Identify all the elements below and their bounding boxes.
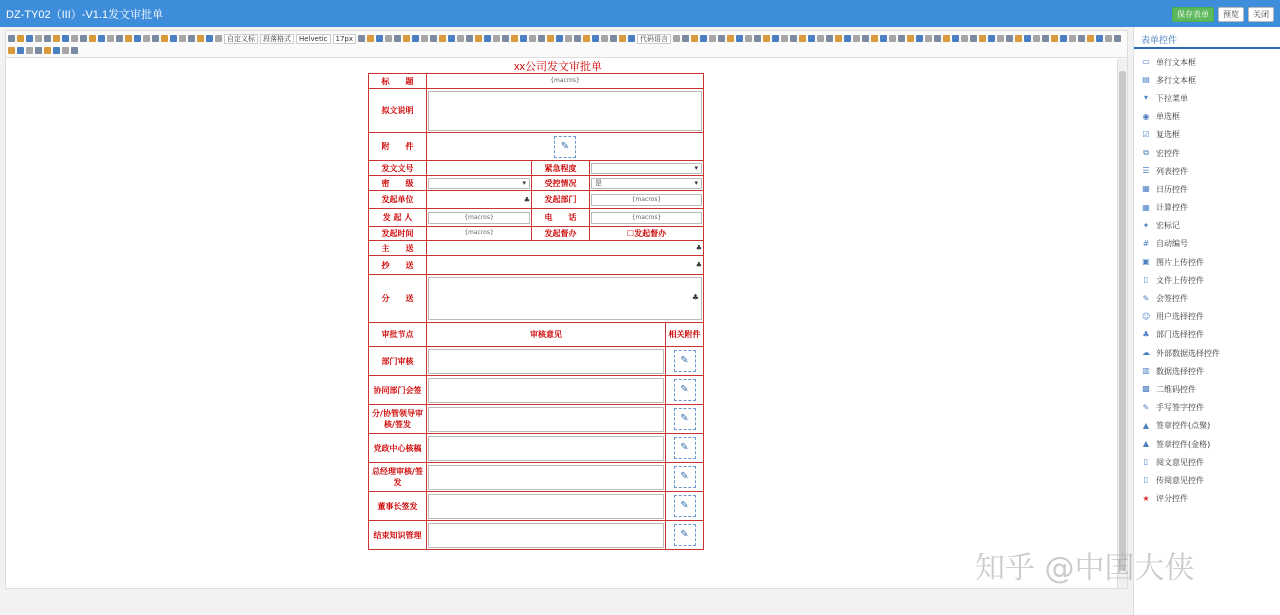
toolbar-tool-icon[interactable]: [376, 35, 383, 42]
panel-item-label: 阅文意见控件: [1156, 457, 1204, 467]
controls-panel: [1133, 27, 1280, 615]
stamp-icon: ▲: [1142, 420, 1150, 430]
toolbar-tool-icon[interactable]: [448, 35, 455, 42]
pen-icon: ✎: [1142, 293, 1150, 303]
approval-node-label: 董事长签发: [369, 492, 427, 521]
cloud-icon: ☁: [1142, 348, 1150, 358]
toolbar-tool-icon[interactable]: [772, 35, 779, 42]
approval-node-label: 结束知识管理: [369, 521, 427, 550]
toolbar-tool-icon[interactable]: [35, 35, 42, 42]
toolbar-tool-icon[interactable]: [916, 35, 923, 42]
toolbar-tool-icon[interactable]: [1060, 35, 1067, 42]
scrollbar-thumb[interactable]: [1119, 71, 1126, 571]
panel-item-label: 日历控件: [1156, 184, 1188, 194]
draft-textarea[interactable]: [428, 91, 702, 131]
toolbar-tool-icon[interactable]: [215, 35, 222, 42]
toolbar-select[interactable]: 代码语言: [637, 34, 671, 44]
toolbar-tool-icon[interactable]: [952, 35, 959, 42]
label-attach: 附 件: [369, 133, 427, 161]
toolbar-tool-icon[interactable]: [970, 35, 977, 42]
toolbar-tool-icon[interactable]: [853, 35, 860, 42]
toolbar-tool-icon[interactable]: [1087, 35, 1094, 42]
panel-item-label: 部门选择控件: [1156, 330, 1204, 340]
star-icon: ★: [1142, 493, 1150, 503]
panel-item[interactable]: [1142, 89, 1280, 107]
toolbar-tool-icon[interactable]: [754, 35, 761, 42]
toolbar-tool-icon[interactable]: [682, 35, 689, 42]
panel-item-label: 数据选择控件: [1156, 366, 1204, 376]
toolbar-tool-icon[interactable]: [871, 35, 878, 42]
doc-no-field[interactable]: [428, 163, 530, 174]
panel-item-label: 图片上传控件: [1156, 257, 1204, 267]
label-dist: 分 送: [369, 275, 427, 323]
toolbar-tool-icon[interactable]: [1024, 35, 1031, 42]
toolbar-tool-icon[interactable]: [26, 47, 33, 54]
toolbar-tool-icon[interactable]: [403, 35, 410, 42]
toolbar-tool-icon[interactable]: [610, 35, 617, 42]
toolbar-tool-icon[interactable]: [601, 35, 608, 42]
toolbar-tool-icon[interactable]: [1114, 35, 1121, 42]
panel-item[interactable]: [1142, 453, 1280, 471]
toolbar-tool-icon[interactable]: [835, 35, 842, 42]
toolbar-tool-icon[interactable]: [493, 35, 500, 42]
panel-item[interactable]: [1142, 253, 1280, 271]
file-icon: ▯: [1143, 275, 1149, 285]
close-button[interactable]: 关闭: [1248, 7, 1274, 22]
panel-item-label: 复选框: [1156, 130, 1180, 140]
panel-item-label: 计算控件: [1156, 203, 1188, 213]
label-control: 受控情况: [532, 176, 590, 191]
toolbar-tool-icon[interactable]: [727, 35, 734, 42]
toolbar-select[interactable]: 段落格式: [260, 34, 294, 44]
toolbar-tool-icon[interactable]: [736, 35, 743, 42]
toolbar-tool-icon[interactable]: [763, 35, 770, 42]
toolbar-tool-icon[interactable]: [673, 35, 680, 42]
panel-item[interactable]: [1142, 417, 1280, 435]
opinion-textarea[interactable]: [428, 465, 664, 490]
toolbar-tool-icon[interactable]: [1006, 35, 1013, 42]
label-phone: 电 话: [532, 209, 590, 227]
toolbar-tool-icon[interactable]: [565, 35, 572, 42]
toolbar-tool-icon[interactable]: [511, 35, 518, 42]
panel-item[interactable]: [1142, 289, 1280, 307]
tag-icon: ✦: [1142, 220, 1150, 230]
doc-icon: ▯: [1143, 457, 1149, 467]
panel-item[interactable]: [1142, 344, 1280, 362]
vertical-scrollbar[interactable]: [1117, 59, 1127, 588]
toolbar-tool-icon[interactable]: [430, 35, 437, 42]
panel-item-label: 用户选择控件: [1156, 312, 1204, 322]
toolbar-tool-icon[interactable]: [925, 35, 932, 42]
user-picker-icon[interactable]: ♣: [695, 261, 702, 269]
toolbar-tool-icon[interactable]: [1033, 35, 1040, 42]
toolbar-tool-icon[interactable]: [979, 35, 986, 42]
toolbar-tool-icon[interactable]: [1042, 35, 1049, 42]
toolbar-tool-icon[interactable]: [799, 35, 806, 42]
toolbar-tool-icon[interactable]: [898, 35, 905, 42]
title-macro[interactable]: {macros}: [550, 76, 580, 84]
stamp-icon: ▲: [1142, 439, 1150, 449]
radio-icon: ◉: [1142, 111, 1150, 121]
toolbar-tool-icon[interactable]: [17, 35, 24, 42]
toolbar-tool-icon[interactable]: [421, 35, 428, 42]
number-icon: #: [1142, 238, 1150, 248]
control-select[interactable]: [591, 178, 702, 189]
panel-item[interactable]: [1142, 71, 1280, 89]
toolbar-tool-icon[interactable]: [1078, 35, 1085, 42]
calculator-icon: ▦: [1142, 202, 1150, 212]
panel-item-label: 手写签字控件: [1156, 403, 1204, 413]
opinion-textarea[interactable]: [428, 523, 664, 548]
toolbar-tool-icon[interactable]: [1051, 35, 1058, 42]
label-dept: 发起部门: [532, 191, 590, 209]
qrcode-icon: ▩: [1142, 384, 1150, 394]
panel-item-label: 会签控件: [1156, 294, 1188, 304]
toolbar-tool-icon[interactable]: [619, 35, 626, 42]
toolbar-tool-icon[interactable]: [880, 35, 887, 42]
image-icon: ▣: [1142, 257, 1150, 267]
panel-item-label: 签章控件(金格): [1156, 439, 1211, 449]
toolbar-tool-icon[interactable]: [583, 35, 590, 42]
toolbar-tool-icon[interactable]: [457, 35, 464, 42]
approval-node-label: 总经理审核/签发: [369, 463, 427, 492]
preview-button[interactable]: 预览: [1218, 7, 1244, 22]
label-urgency: 紧急程度: [532, 161, 590, 176]
toolbar-tool-icon[interactable]: [538, 35, 545, 42]
panel-item[interactable]: [1142, 380, 1280, 398]
toolbar-tool-icon[interactable]: [358, 35, 365, 42]
label-title: 标 题: [369, 74, 427, 89]
toolbar-tool-icon[interactable]: [628, 35, 635, 42]
panel-item-label: 传阅意见控件: [1156, 475, 1204, 485]
toolbar-tool-icon[interactable]: [592, 35, 599, 42]
toolbar-tool-icon[interactable]: [961, 35, 968, 42]
save-form-button[interactable]: 保存表单: [1172, 7, 1214, 22]
toolbar-tool-icon[interactable]: [844, 35, 851, 42]
panel-item-label: 宏标记: [1156, 221, 1180, 231]
toolbar-tool-icon[interactable]: [889, 35, 896, 42]
toolbar-tool-icon[interactable]: [134, 35, 141, 42]
toolbar-tool-icon[interactable]: [862, 35, 869, 42]
sign-icon: ✎: [1142, 402, 1150, 412]
panel-item-label: 外部数据选择控件: [1156, 348, 1220, 358]
toolbar-tool-icon[interactable]: [71, 47, 78, 54]
label-unit: 发起单位: [369, 191, 427, 209]
title-bar: [0, 0, 1280, 27]
opinion-textarea[interactable]: [428, 436, 664, 461]
data-icon: ▥: [1142, 366, 1150, 376]
toolbar-tool-icon[interactable]: [1105, 35, 1112, 42]
sender-macro[interactable]: {macros}: [428, 212, 530, 224]
panel-item-label: 下拉菜单: [1156, 93, 1188, 103]
toolbar-tool-icon[interactable]: [934, 35, 941, 42]
toolbar-tool-icon[interactable]: [394, 35, 401, 42]
toolbar-tool-icon[interactable]: [439, 35, 446, 42]
opinion-textarea[interactable]: [428, 407, 664, 432]
panel-item[interactable]: [1142, 180, 1280, 198]
dept-macro[interactable]: {macros}: [591, 194, 702, 206]
approval-node-label: 协同部门会签: [369, 376, 427, 405]
toolbar-tool-icon[interactable]: [547, 35, 554, 42]
toolbar-tool-icon[interactable]: [152, 35, 159, 42]
toolbar-tool-icon[interactable]: [1069, 35, 1076, 42]
form-title: xx公司发文审批单: [514, 61, 602, 73]
label-sender: 发 起 人: [369, 209, 427, 227]
toolbar-tool-icon[interactable]: [484, 35, 491, 42]
opinion-textarea[interactable]: [428, 378, 664, 403]
toolbar-tool-icon[interactable]: [116, 35, 123, 42]
panel-item[interactable]: [1142, 217, 1280, 235]
panel-item[interactable]: [1142, 362, 1280, 380]
dept-icon: ♣: [1142, 329, 1150, 339]
panel-item[interactable]: [1142, 199, 1280, 217]
panel-item[interactable]: [1142, 399, 1280, 417]
header-opinion: 审核意见: [427, 323, 666, 347]
attachment-icon[interactable]: ✎: [674, 524, 696, 546]
toolbar-tool-icon[interactable]: [62, 47, 69, 54]
panel-item-label: 文件上传控件: [1156, 275, 1204, 285]
toolbar-tool-icon[interactable]: [817, 35, 824, 42]
toolbar-tool-icon[interactable]: [1096, 35, 1103, 42]
panel-item[interactable]: [1142, 126, 1280, 144]
label-cc: 抄 送: [369, 256, 427, 275]
toolbar-tool-icon[interactable]: [44, 47, 51, 54]
urgency-select[interactable]: ▾: [591, 163, 702, 174]
toolbar-tool-icon[interactable]: [907, 35, 914, 42]
toolbar-tool-icon[interactable]: [826, 35, 833, 42]
header-related: 相关附件: [666, 323, 704, 347]
toolbar-tool-icon[interactable]: [107, 35, 114, 42]
toolbar-tool-icon[interactable]: [17, 47, 24, 54]
toolbar-tool-icon[interactable]: [718, 35, 725, 42]
panel-item-label: 单行文本框: [1156, 57, 1196, 67]
toolbar-tool-icon[interactable]: [71, 35, 78, 42]
toolbar-tool-icon[interactable]: [35, 47, 42, 54]
panel-item-label: 评分控件: [1156, 494, 1188, 504]
toolbar-tool-icon[interactable]: [997, 35, 1004, 42]
panel-title: 表单控件: [1134, 27, 1280, 49]
toolbar-tool-icon[interactable]: [520, 35, 527, 42]
toolbar-tool-icon[interactable]: [62, 35, 69, 42]
label-draft: 拟文说明: [369, 89, 427, 133]
toolbar-tool-icon[interactable]: [26, 35, 33, 42]
approval-node-label: 分/协管领导审核/签发: [369, 405, 427, 434]
toolbar-select[interactable]: Helvetic: [296, 34, 331, 44]
panel-item[interactable]: [1142, 471, 1280, 489]
approval-node-label: 党政中心核稿: [369, 434, 427, 463]
toolbar-tool-icon[interactable]: [8, 47, 15, 54]
checkbox-icon: ☑: [1142, 129, 1150, 139]
toolbar-tool-icon[interactable]: [709, 35, 716, 42]
panel-item-label: 二维码控件: [1156, 384, 1196, 394]
panel-item[interactable]: [1142, 162, 1280, 180]
label-time: 发起时间: [369, 227, 427, 241]
attachment-icon[interactable]: ✎: [674, 408, 696, 430]
panel-item[interactable]: [1142, 435, 1280, 453]
attachment-icon[interactable]: ✎: [674, 437, 696, 459]
toolbar-tool-icon[interactable]: [502, 35, 509, 42]
panel-item-label: 签章控件(点聚): [1156, 421, 1211, 431]
toolbar-tool-icon[interactable]: [188, 35, 195, 42]
label-supervise: 发起督办: [532, 227, 590, 241]
panel-item-label: 宏控件: [1156, 148, 1180, 158]
secret-select[interactable]: ▾: [428, 178, 530, 189]
list-icon: ☰: [1142, 166, 1150, 176]
doc-icon: ▯: [1143, 475, 1149, 485]
toolbar-select[interactable]: 自定义标: [224, 34, 258, 44]
toolbar-tool-icon[interactable]: [475, 35, 482, 42]
toolbar-tool-icon[interactable]: [125, 35, 132, 42]
toolbar-tool-icon[interactable]: [53, 35, 60, 42]
user-picker-icon[interactable]: ♣: [695, 244, 702, 252]
calendar-icon: ▦: [1142, 184, 1150, 194]
panel-item-label: 多行文本框: [1156, 75, 1196, 85]
panel-item[interactable]: [1142, 144, 1280, 162]
approval-node-label: 部门审核: [369, 347, 427, 376]
dropdown-icon: ▾: [1143, 93, 1148, 103]
label-doc-no: 发文文号: [369, 161, 427, 176]
toolbar-tool-icon[interactable]: [80, 35, 87, 42]
toolbar-tool-icon[interactable]: [179, 35, 186, 42]
time-macro[interactable]: {macros}: [464, 229, 494, 236]
org-picker-icon[interactable]: ♣: [523, 195, 530, 204]
opinion-textarea[interactable]: [428, 494, 664, 519]
attachment-icon[interactable]: ✎: [674, 466, 696, 488]
toolbar-tool-icon[interactable]: [1015, 35, 1022, 42]
label-to: 主 送: [369, 241, 427, 256]
textarea-icon: ▤: [1142, 75, 1150, 85]
panel-item[interactable]: [1142, 235, 1280, 253]
supervise-checkbox[interactable]: ☐发起督办: [590, 227, 704, 241]
toolbar-tool-icon[interactable]: [197, 35, 204, 42]
toolbar-tool-icon[interactable]: [143, 35, 150, 42]
toolbar-tool-icon[interactable]: [98, 35, 105, 42]
toolbar-tool-icon[interactable]: [691, 35, 698, 42]
phone-macro[interactable]: {macros}: [591, 212, 702, 224]
toolbar-tool-icon[interactable]: [53, 47, 60, 54]
attachment-icon[interactable]: ✎: [554, 136, 576, 158]
textbox-icon: ▭: [1142, 57, 1150, 67]
panel-item-label: 自动编号: [1156, 239, 1188, 249]
window-title: DZ-TY02（III）-V1.1发文审批单: [6, 9, 164, 21]
toolbar-tool-icon[interactable]: [556, 35, 563, 42]
toolbar-tool-icon[interactable]: [943, 35, 950, 42]
toolbar-tool-icon[interactable]: [206, 35, 213, 42]
toolbar-tool-icon[interactable]: [161, 35, 168, 42]
attachment-icon[interactable]: ✎: [674, 379, 696, 401]
panel-item[interactable]: [1142, 326, 1280, 344]
chevron-down-icon: ▾: [694, 178, 698, 187]
toolbar-tool-icon[interactable]: [700, 35, 707, 42]
editor-toolbar: [6, 31, 1127, 58]
toolbar-tool-icon[interactable]: [745, 35, 752, 42]
watermark: 知乎 @中国大侠: [975, 551, 1195, 586]
opinion-textarea[interactable]: [428, 349, 664, 374]
panel-item[interactable]: [1142, 108, 1280, 126]
toolbar-tool-icon[interactable]: [466, 35, 473, 42]
panel-item[interactable]: [1142, 53, 1280, 71]
attachment-icon[interactable]: ✎: [674, 495, 696, 517]
panel-item-label: 单选框: [1156, 112, 1180, 122]
toolbar-tool-icon[interactable]: [89, 35, 96, 42]
panel-item[interactable]: [1142, 490, 1280, 508]
toolbar-tool-icon[interactable]: [385, 35, 392, 42]
toolbar-tool-icon[interactable]: [529, 35, 536, 42]
attachment-icon[interactable]: ✎: [674, 350, 696, 372]
toolbar-tool-icon[interactable]: [367, 35, 374, 42]
toolbar-tool-icon[interactable]: [808, 35, 815, 42]
user-icon: ☺: [1142, 311, 1151, 321]
header-node: 审批节点: [369, 323, 427, 347]
toolbar-tool-icon[interactable]: [790, 35, 797, 42]
toolbar-tool-icon[interactable]: [988, 35, 995, 42]
toolbar-tool-icon[interactable]: [170, 35, 177, 42]
toolbar-tool-icon[interactable]: [8, 35, 15, 42]
toolbar-tool-icon[interactable]: [574, 35, 581, 42]
toolbar-tool-icon[interactable]: [44, 35, 51, 42]
approval-form-table: [368, 73, 704, 550]
control-value: 是: [595, 178, 602, 187]
panel-item[interactable]: [1142, 308, 1280, 326]
label-secret: 密 级: [369, 176, 427, 191]
macro-icon: ⧉: [1143, 148, 1149, 158]
dist-textarea[interactable]: ♣: [428, 277, 702, 320]
panel-item[interactable]: [1142, 271, 1280, 289]
panel-item-label: 列表控件: [1156, 166, 1188, 176]
toolbar-tool-icon[interactable]: [412, 35, 419, 42]
toolbar-select[interactable]: 17px: [333, 34, 357, 44]
toolbar-tool-icon[interactable]: [781, 35, 788, 42]
